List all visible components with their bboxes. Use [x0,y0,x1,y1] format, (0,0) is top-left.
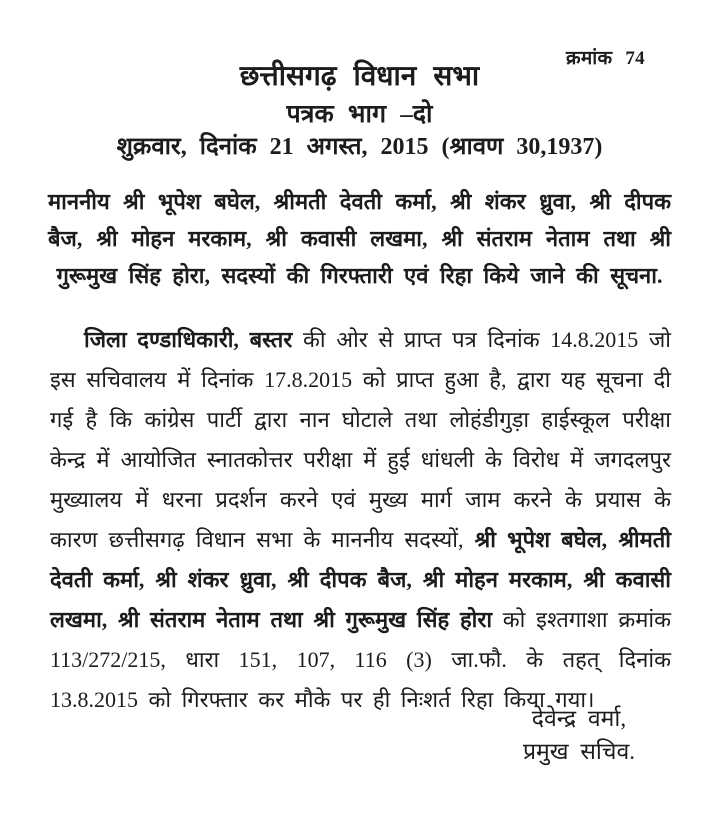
bulletin-part-subtitle: पत्रक भाग –दो [286,101,433,128]
body-segment-member-names: श्री भूपेश बघेल, श्रीमती देवती कर्मा, श्री शंकर ध्रुवा, श्री दीपक बैज, श्री मोहन मरकाम, श्री कवासी लखमा, श्री संतराम नेताम तथा श्री गुरूमुख सिंह होरा [50,527,671,632]
body-segment-arrest-release-details: को इश्तगाशा क्रमांक 113/272/215, धारा 151, 107, 116 (3) जा.फौ. के तहत् दिनांक 13.8.2015 को गिरफ्तार कर मौके पर ही निःशर्त रिहा किया गया। [50,607,671,712]
body-paragraph [50,320,671,720]
date-line: शुक्रवार, दिनांक 21 अगस्त, 2015 (श्रावण 30,1937) [116,134,603,160]
serial-number: क्रमांक 74 [565,48,645,69]
assembly-title: छत्तीसगढ़ विधान सभा [239,61,480,92]
signatory-designation: प्रमुख सचिव. [522,739,635,764]
subject-heading: माननीय श्री भूपेश बघेल, श्रीमती देवती कर्मा, श्री शंकर ध्रुवा, श्री दीपक बैज, श्री मोहन मरकाम, श्री कवासी लखमा, श्री संतराम नेताम तथा श्री गुरूमुख सिंह होरा, सदस्यों की गिरफ्तारी एवं रिहा किये जाने की सूचना. [48,189,671,288]
signatory-name: देवेन्द्र वर्मा, [531,706,627,731]
body-segment-district-magistrate: जिला दण्डाधिकारी, बस्तर [84,327,293,352]
signature-block [523,702,635,768]
body-segment-letter-details: की ओर से प्राप्त पत्र दिनांक 14.8.2015 जो इस सचिवालय में दिनांक 17.8.2015 को प्राप्त हुआ है, द्वारा यह सूचना दी गई है कि कांग्रेस पार्टी द्वारा नान घोटाले तथा लोहंडीगुड़ा हाईस्कूल परीक्षा केन्द्र में आयोजित स्नातकोत्तर परीक्षा में हुई धांधली के विरोध में जगदलपुर मुख्यालय में धरना प्रदर्शन करने एवं मुख्य मार्ग जाम करने के प्रयास के कारण छत्तीसगढ़ विधान सभा के माननीय सदस्यों, [50,327,671,552]
